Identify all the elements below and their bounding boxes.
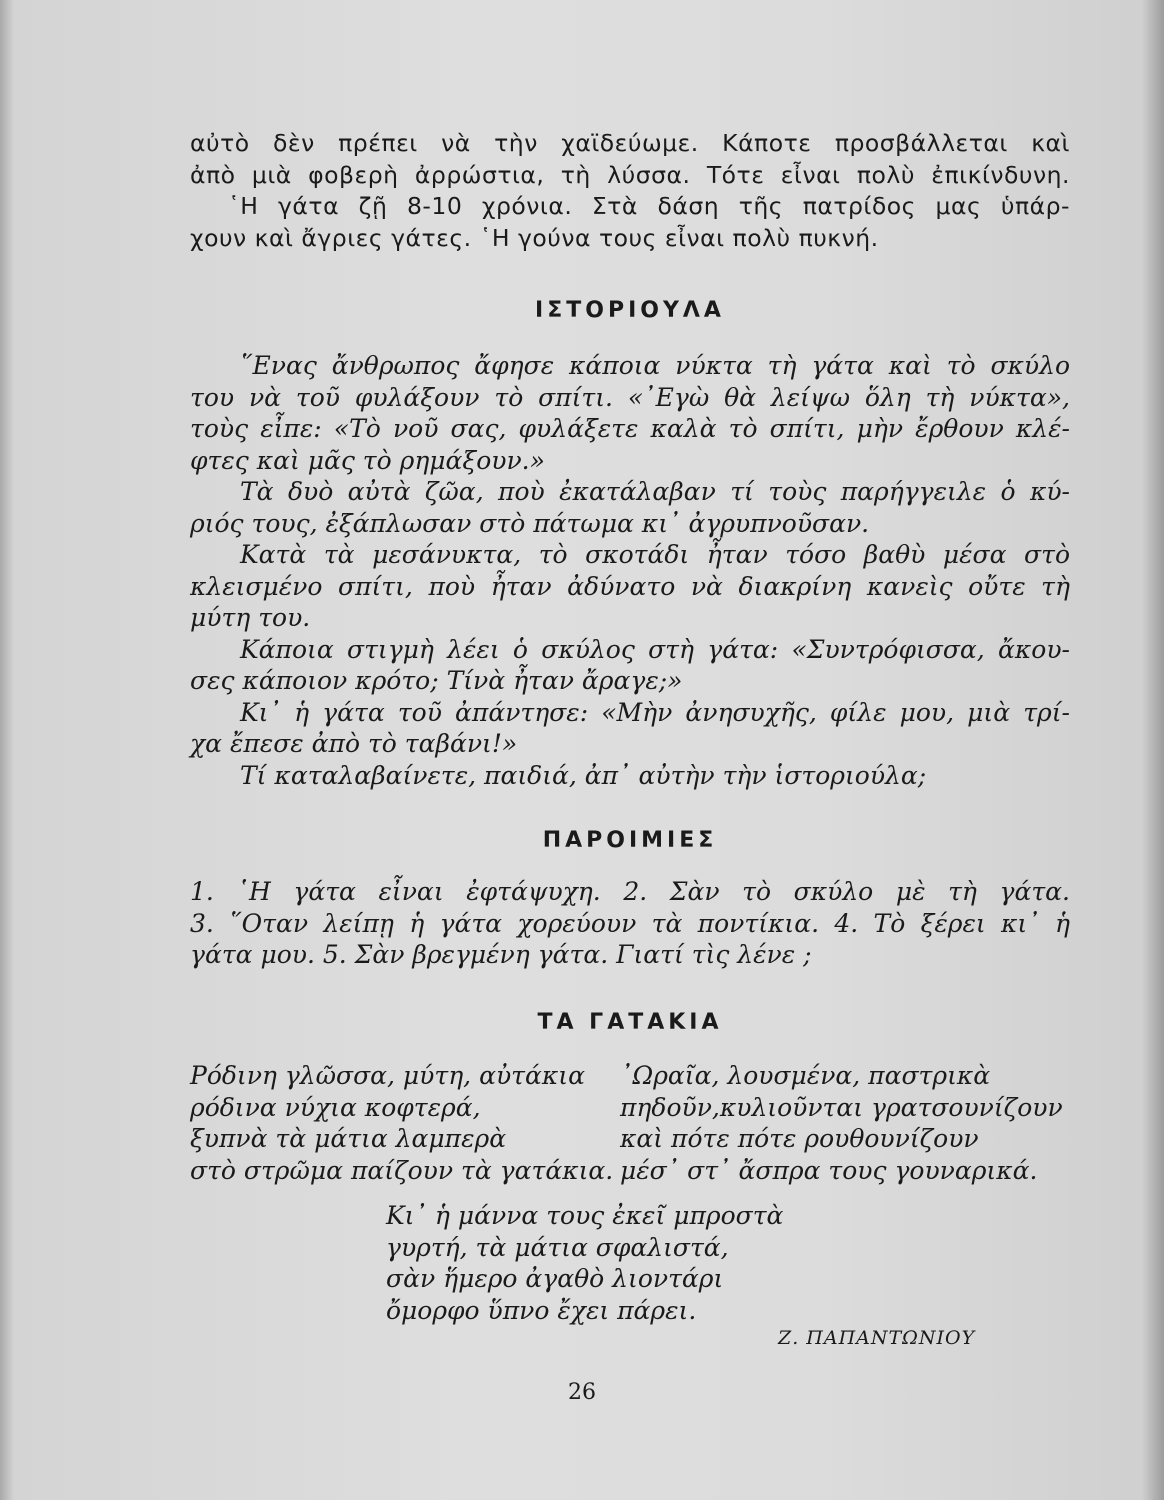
- text-line: Κάποια στιγμὴ λέει ὁ σκύλος στὴ γάτα: «Συντρόφισσα, ἄκου-: [240, 634, 1070, 664]
- page-edge-right: [1142, 0, 1164, 1500]
- page-number: 26: [568, 1380, 596, 1405]
- text-line: φτες καὶ μᾶς τὸ ρημάξουν.»: [190, 445, 545, 475]
- text-line: Κατὰ τὰ μεσάνυκτα, τὸ σκοτάδι ἦταν τόσο βαθὺ μέσα στὸ: [240, 540, 1070, 569]
- text-line: χα ἔπεσε ἀπὸ τὸ ταβάνι!»: [190, 729, 518, 758]
- text-line: Τί καταλαβαίνετε, παιδιά, ἀπ᾽ αὐτὴν τὴν ἱστοριούλα;: [240, 760, 927, 790]
- poem-left-stanza: [190, 1060, 613, 1186]
- poem-line: ρόδινα νύχια κοφτερά,: [190, 1092, 481, 1122]
- poem-author: Ζ. ΠΑΠΑΝΤΩΝΙΟΥ: [778, 1327, 976, 1349]
- text-line: Κι᾽ ἡ γάτα τοῦ ἀπάντησε: «Μὴν ἀνησυχῆς, φίλε μου, μιὰ τρί-: [240, 697, 1070, 727]
- text-line: 1. ῾Η γάτα εἶναι ἐφτάψυχη. 2. Σὰν τὸ σκύλο μὲ τὴ γάτα.: [190, 877, 1070, 906]
- poem-line: ξυπνὰ τὰ μάτια λαμπερὰ: [190, 1124, 507, 1153]
- page-edge-left: [0, 0, 14, 1500]
- text-line: τοὺς εἶπε: «Τὸ νοῦ σας, φυλάξετε καλὰ τὸ σπίτι, μὴν ἔρθουν κλέ-: [190, 414, 1070, 443]
- text-line: αὐτὸ δὲν πρέπει νὰ τὴν χαϊδεύωμε. Κάποτε προσβάλλεται καὶ: [190, 129, 1070, 157]
- poem-line: γυρτή, τὰ μάτια σφαλιστά,: [386, 1232, 729, 1262]
- text-line: κλεισμένο σπίτι, ποὺ ἦταν ἀδύνατο νὰ διακρίνη κανεὶς οὔτε τὴ: [190, 571, 1070, 601]
- text-line: ριός τους, ἐξάπλωσαν στὸ πάτωμα κι᾽ ἀγρυπνοῦσαν.: [190, 508, 870, 538]
- text-line: 3. ῞Οταν λείπῃ ἡ γάτα χορεύουν τὰ ποντίκια. 4. Τὸ ξέρει κι᾽ ἡ: [190, 908, 1070, 938]
- text-line: ῾Η γάτα ζῇ 8-10 χρόνια. Στὰ δάση τῆς πατρίδος μας ὑπάρ-: [228, 192, 1070, 220]
- text-line: ἀπὸ μιὰ φοβερὴ ἀρρώστια, τὴ λύσσα. Τότε εἶναι πολὺ ἐπικίνδυνη.: [190, 160, 1070, 189]
- poem-line: στὸ στρῶμα παίζουν τὰ γατάκια.: [190, 1155, 614, 1185]
- poem-line: καὶ πότε πότε ρουθουνίζουν: [620, 1124, 979, 1153]
- poem-title: ΤΑ ΓΑΤΑΚΙΑ: [537, 1010, 723, 1035]
- text-line: γάτα μου. 5. Σὰν βρεγμένη γάτα. Γιατί τὶς λένε ;: [190, 940, 812, 969]
- text-line: μύτη του.: [190, 603, 311, 632]
- poem-line: ὄμορφο ὕπνο ἔχει πάρει.: [386, 1295, 697, 1325]
- proverbs-title: ΠΑΡΟΙΜΙΕΣ: [542, 828, 718, 853]
- story-text: [190, 350, 1070, 791]
- poem-line: Ρόδινη γλῶσσα, μύτη, αὐτάκια: [190, 1061, 585, 1090]
- poem-closing-stanza: [386, 1200, 783, 1326]
- poem-line: Κι᾽ ἡ μάννα τους ἐκεῖ μπροστὰ: [386, 1201, 784, 1230]
- text-line: του νὰ τοῦ φυλάξουν τὸ σπίτι. «᾽Εγὼ θὰ λείψω ὅλη τὴ νύκτα»,: [190, 382, 1070, 412]
- proverbs-text: [190, 876, 1070, 971]
- text-line: Τὰ δυὸ αὐτὰ ζῶα, ποὺ ἐκατάλαβαν τί τοὺς παρήγγειλε ὁ κύ-: [240, 477, 1070, 506]
- poem-line: σὰν ἥμερο ἀγαθὸ λιοντάρι: [386, 1264, 724, 1293]
- text-line: ῞Ενας ἄνθρωπος ἄφησε κάποια νύκτα τὴ γάτα καὶ τὸ σκύλο: [240, 351, 1070, 380]
- poem-right-stanza: [620, 1060, 1063, 1186]
- poem-line: πηδοῦν,κυλιοῦνται γρατσουνίζουν: [620, 1092, 1063, 1122]
- text-line: σες κάποιον κρότο; Τίνὰ ἦταν ἄραγε;»: [190, 666, 683, 695]
- poem-line: μέσ᾽ στ᾽ ἄσπρα τους γουναρικά.: [620, 1155, 1038, 1185]
- story-title: ΙΣΤΟΡΙΟΥΛΑ: [535, 298, 725, 323]
- intro-paragraph: [190, 128, 1070, 254]
- poem-line: ᾽Ωραῖα, λουσμένα, παστρικὰ: [620, 1061, 991, 1090]
- text-line: χουν καὶ ἄγριες γάτες. ῾Η γούνα τους εἶναι πολὺ πυκνή.: [190, 223, 879, 252]
